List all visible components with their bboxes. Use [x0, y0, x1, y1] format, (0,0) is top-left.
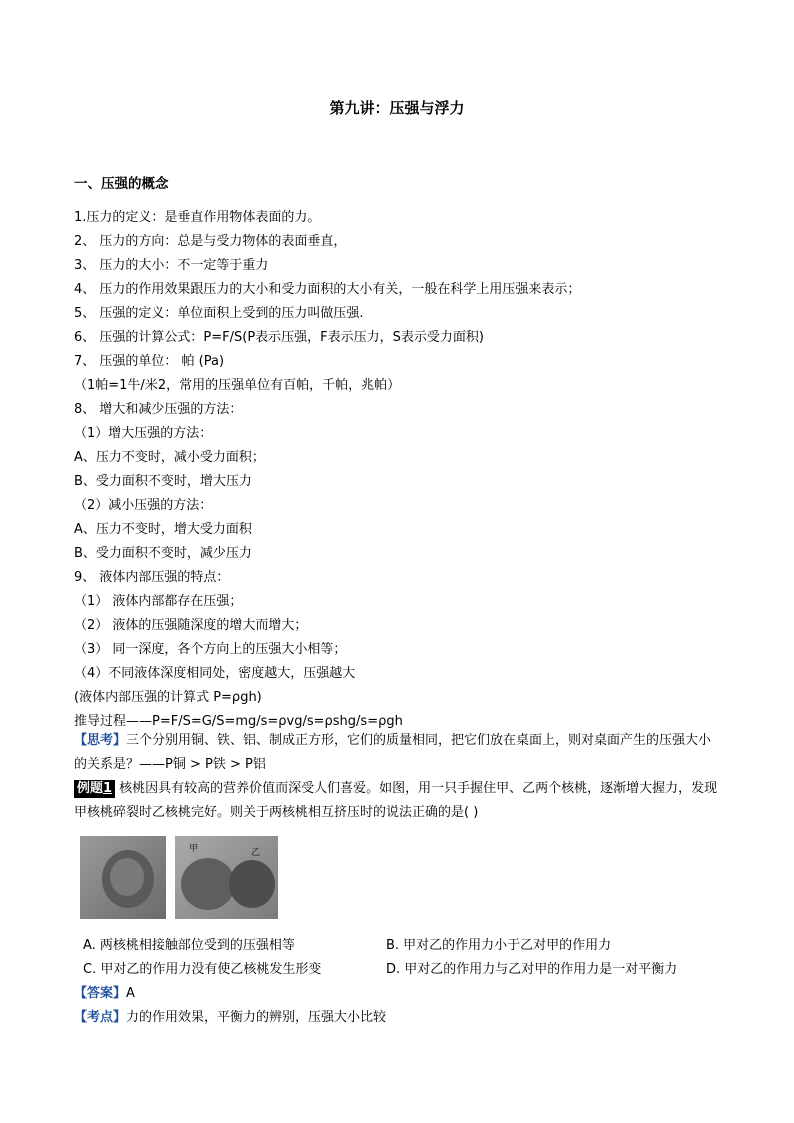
option-a: A. 两核桃相接触部位受到的压强相等 [83, 938, 295, 953]
kaodian-value: 力的作用效果，平衡力的辨别，压强大小比较 [126, 1010, 387, 1025]
label-jia: 甲 [189, 844, 199, 854]
content-line: （1帕=1牛/米2，常用的压强单位有百帕，千帕，兆帕） [74, 378, 401, 393]
kaodian-line [74, 1006, 386, 1025]
label-yi: 乙 [251, 848, 261, 858]
content-line: 3、 压力的大小：不一定等于重力 [74, 258, 269, 273]
content-line: 7、 压强的单位： 帕 (Pa) [74, 354, 225, 369]
content-line: 6、 压强的计算公式：P=F/S(P表示压强，F表示压力，S表示受力面积) [74, 330, 484, 345]
option-c: C. 甲对乙的作用力没有使乙核桃发生形变 [83, 962, 322, 977]
content-line: （2）减小压强的方法： [74, 498, 213, 513]
example-paragraph [74, 777, 724, 825]
answer-label: 【答案】 [74, 986, 127, 1001]
content-line: （1） 液体内部都存在压强； [74, 594, 243, 609]
think-tag: 【思考】 [74, 733, 127, 748]
page-title: 第九讲：压强与浮力 [329, 99, 465, 117]
content-line: B、受力面积不变时，减少压力 [74, 546, 252, 561]
content-line: 9、 液体内部压强的特点： [74, 570, 230, 585]
example-text: 核桃因具有较高的营养价值而深受人们喜爱。如图，用一只手握住甲、乙两个核桃，逐渐增大握力，发现甲核桃碎裂时乙核桃完好。则关于两核桃相互挤压时的说法正确的是( ) [74, 781, 718, 820]
content-line: 5、 压强的定义：单位面积上受到的压力叫做压强. [74, 306, 364, 321]
content-line: （3） 同一深度，各个方向上的压强大小相等； [74, 642, 347, 657]
option-d: D. 甲对乙的作用力与乙对甲的作用力是一对平衡力 [386, 962, 678, 977]
content-line: B、受力面积不变时，增大压力 [74, 474, 252, 489]
content-line: 2、 压力的方向：总是与受力物体的表面垂直， [74, 234, 347, 249]
example-tag [74, 780, 115, 798]
content-line: 4、 压力的作用效果跟压力的大小和受力面积的大小有关，一般在科学上用压强来表示； [74, 282, 581, 297]
content-line: A、压力不变时，增大受力面积 [74, 522, 252, 537]
content-line: （2） 液体的压强随深度的增大而增大； [74, 618, 308, 633]
walnut-jia [181, 858, 235, 910]
content-line: （4）不同液体深度相同处，密度越大，压强越大 [74, 666, 356, 681]
example-tag-number: 1 [103, 781, 113, 796]
content-line: 8、 增大和减少压强的方法： [74, 402, 243, 417]
kaodian-label: 【考点】 [74, 1010, 127, 1025]
content-line: 1.压力的定义：是垂直作用物体表面的力。 [74, 210, 321, 225]
option-b: B. 甲对乙的作用力小于乙对甲的作用力 [386, 938, 612, 953]
walnut-in-hand [110, 858, 144, 896]
section-heading: 一、压强的概念 [74, 176, 169, 192]
example-tag-text: 例题 [77, 781, 104, 796]
content-line: （1）增大压强的方法： [74, 426, 213, 441]
content-line: (液体内部压强的计算式 P=ρgh) [74, 690, 262, 705]
hand-photo [80, 836, 166, 919]
answer-value: A [126, 986, 135, 1001]
think-paragraph [74, 729, 724, 777]
content-line: A、压力不变时，减小受力面积； [74, 450, 265, 465]
walnuts-photo [175, 836, 278, 919]
content-line: 推导过程——P=F/S=G/S=mg/s=ρvg/s=ρshg/s=ρgh [74, 714, 403, 729]
think-text: 三个分别用铜、铁、铝、制成正方形，它们的质量相同，把它们放在桌面上，则对桌面产生的压强大小的关系是？——P铜 > P铁 > P铝 [74, 733, 712, 772]
answer-line [74, 982, 135, 1001]
walnut-yi [229, 860, 275, 908]
